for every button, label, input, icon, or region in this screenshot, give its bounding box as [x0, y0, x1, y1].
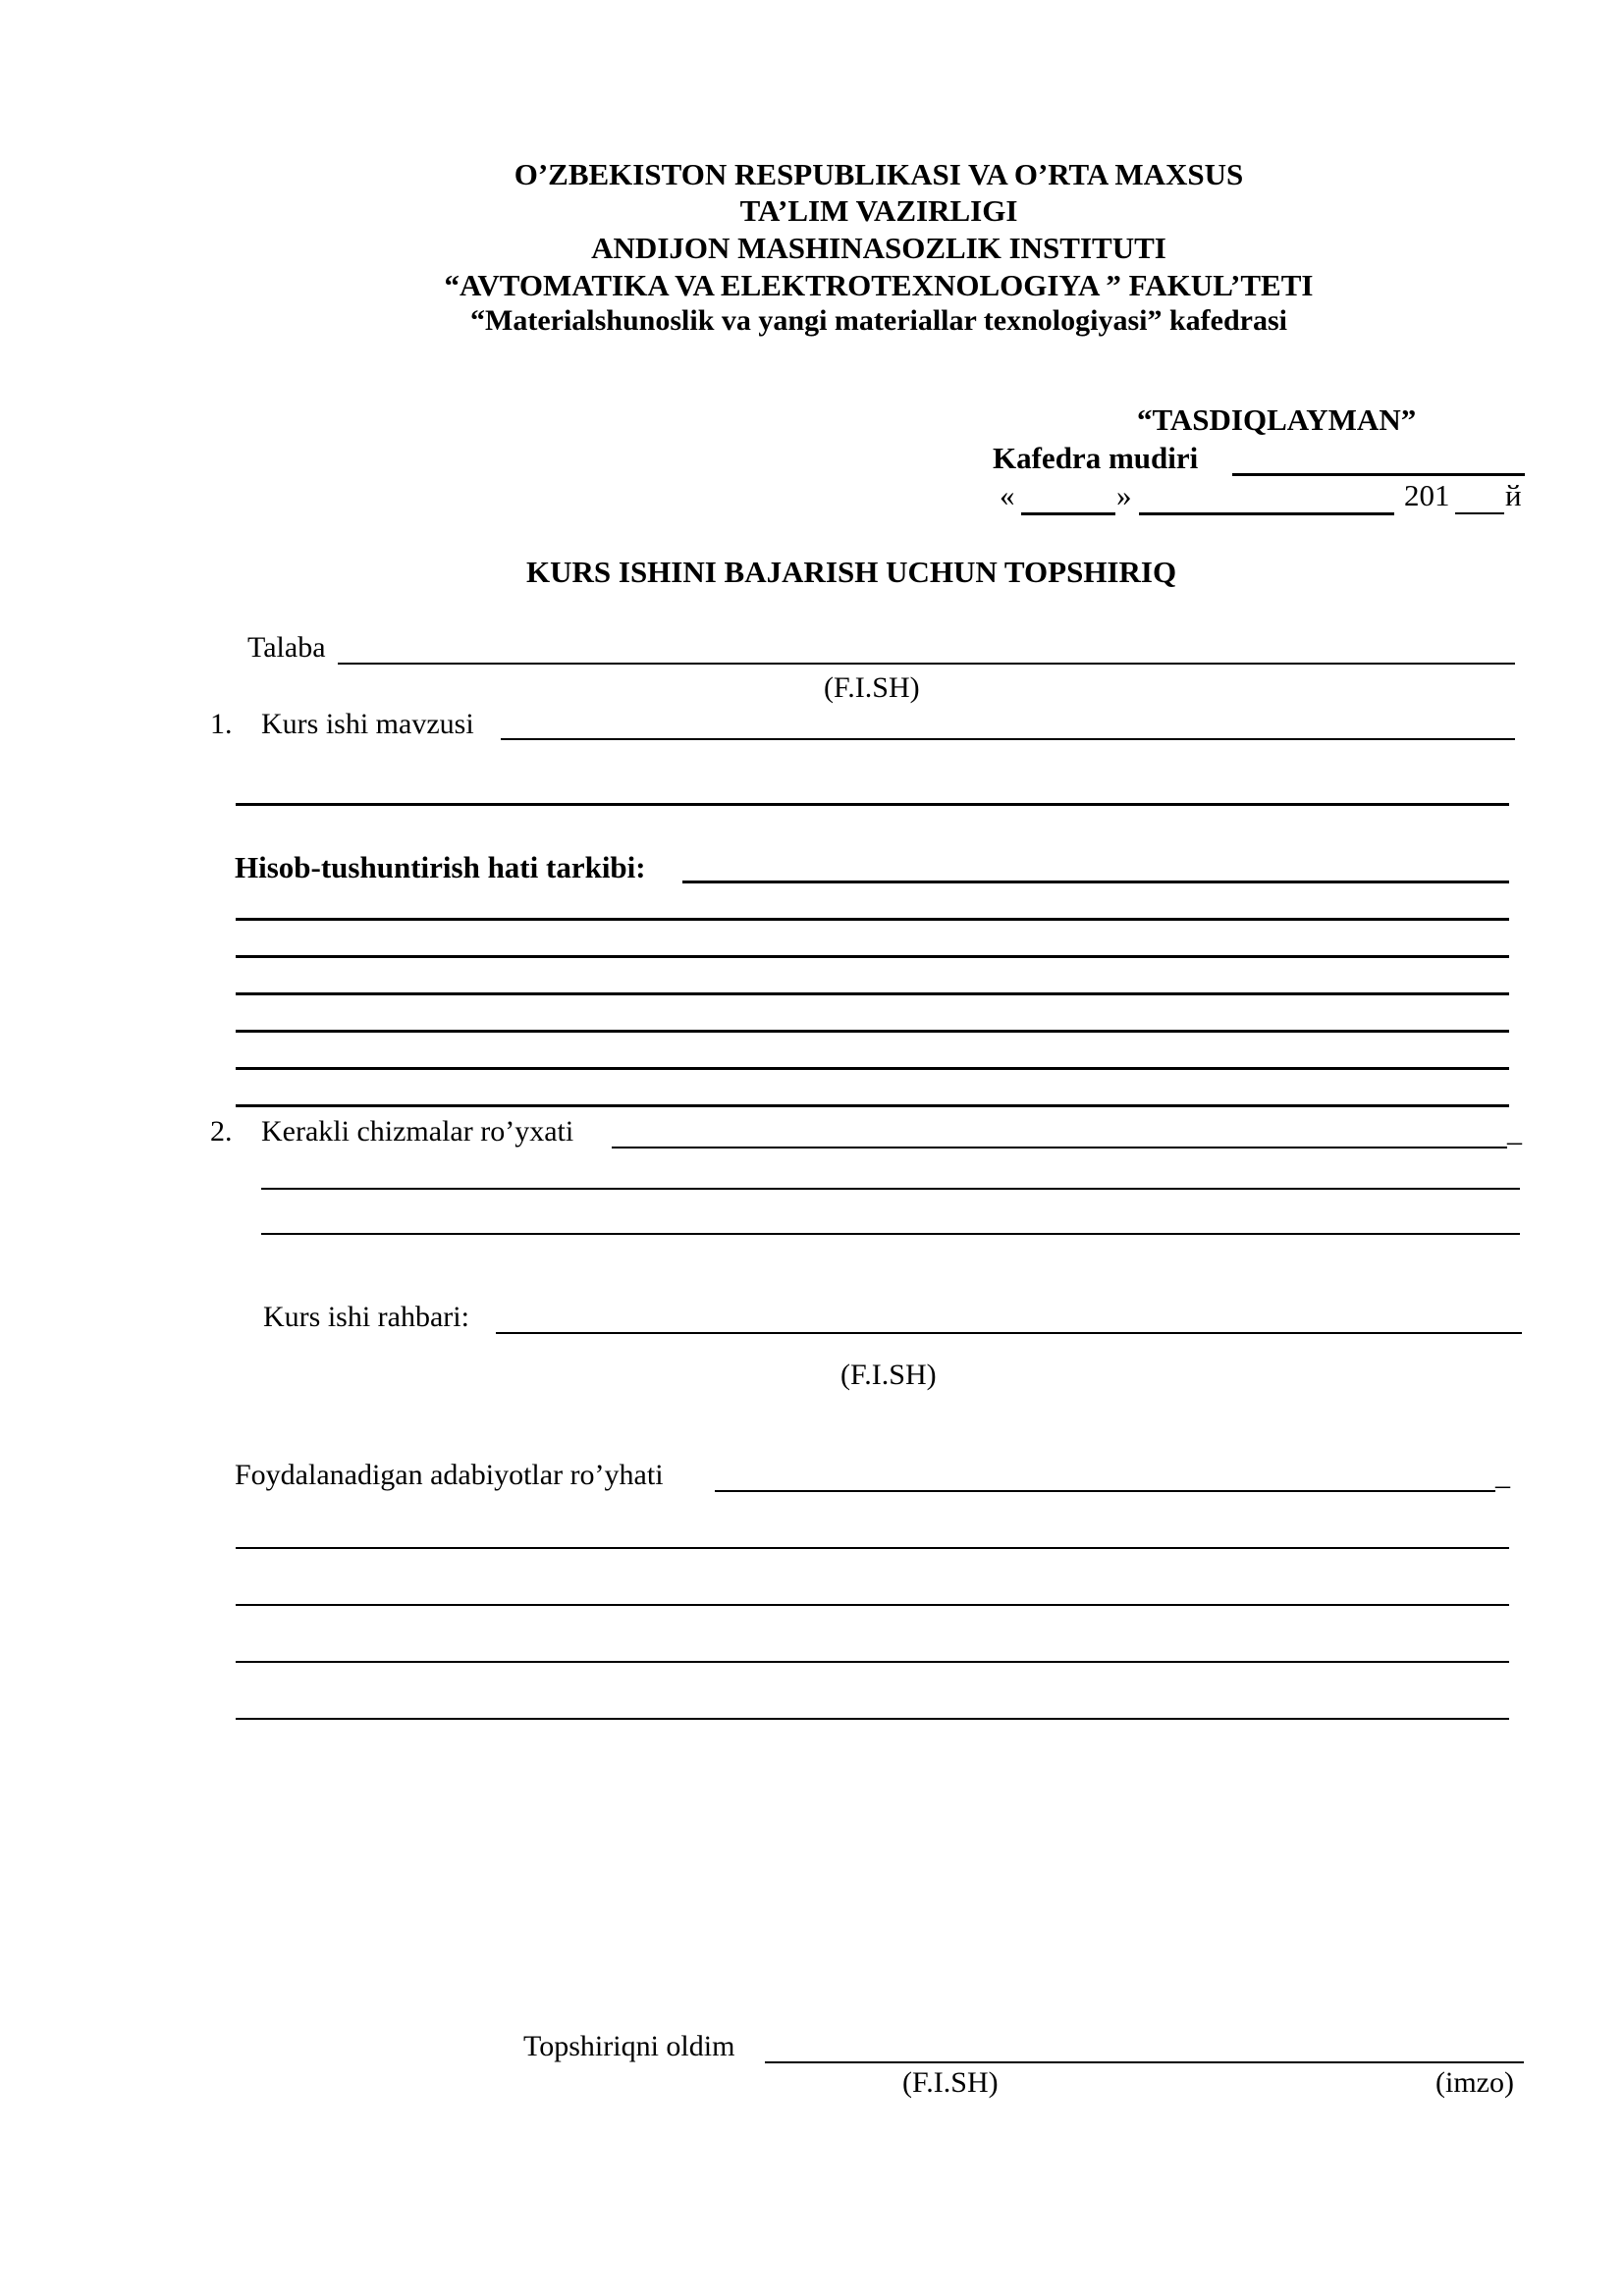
course-topic-line-2[interactable] — [236, 803, 1509, 806]
literature-line-2[interactable] — [236, 1547, 1509, 1549]
head-of-department-label: Kafedra mudiri — [993, 441, 1199, 475]
literature-line-4[interactable] — [236, 1661, 1509, 1663]
student-caption: (F.I.SH) — [824, 671, 920, 704]
document-title: KURS ISHINI BAJARISH UCHUN TOPSHIRIQ — [526, 555, 1177, 589]
date-close-quote: » — [1116, 478, 1132, 512]
drawings-list-trail: _ — [1507, 1115, 1522, 1148]
explanatory-note-line[interactable] — [682, 881, 1509, 883]
head-signature-line[interactable] — [1232, 473, 1525, 476]
explanatory-line-3[interactable] — [236, 955, 1509, 958]
literature-line-3[interactable] — [236, 1604, 1509, 1606]
approval-title: “TASDIQLAYMAN” — [1137, 402, 1417, 437]
year-line[interactable] — [1455, 512, 1504, 514]
item2-number: 2. — [210, 1115, 233, 1148]
header-line-5: “Materialshunoslik va yangi materiallar texnologiyasi” kafedrasi — [470, 304, 1287, 337]
student-label: Talaba — [247, 631, 326, 664]
drawings-list-line-2[interactable] — [261, 1188, 1520, 1190]
date-day-line[interactable] — [1021, 512, 1115, 515]
received-signature-line[interactable] — [765, 2061, 1524, 2063]
course-topic-line[interactable] — [501, 738, 1515, 740]
header-line-4: “AVTOMATIKA VA ELEKTROTEXNOLOGIYA ” FAKUL’TETI — [444, 268, 1314, 302]
item1-number: 1. — [210, 708, 233, 740]
year-prefix: 201 — [1404, 478, 1450, 512]
literature-line[interactable] — [715, 1490, 1495, 1492]
student-name-line[interactable] — [338, 663, 1515, 665]
supervisor-name-line[interactable] — [496, 1332, 1522, 1334]
explanatory-line-6[interactable] — [236, 1067, 1509, 1070]
explanatory-line-2[interactable] — [236, 918, 1509, 921]
literature-label: Foydalanadigan adabiyotlar ro’yhati — [235, 1459, 664, 1491]
header-line-1: O’ZBEKISTON RESPUBLIKASI VA O’RTA MAXSUS — [514, 157, 1244, 191]
received-sign-caption: (imzo) — [1435, 2066, 1514, 2099]
drawings-list-line[interactable] — [612, 1147, 1507, 1148]
explanatory-line-7[interactable] — [236, 1104, 1509, 1107]
received-name-caption: (F.I.SH) — [902, 2066, 999, 2099]
explanatory-note-label: Hisob-tushuntirish hati tarkibi: — [235, 850, 646, 884]
received-label: Topshiriqni oldim — [523, 2030, 735, 2062]
header-line-3: ANDIJON MASHINASOZLIK INSTITUTI — [591, 231, 1166, 265]
date-open-quote: « — [1000, 478, 1015, 512]
date-month-line[interactable] — [1139, 512, 1394, 515]
drawings-list-line-3[interactable] — [261, 1233, 1520, 1235]
literature-trail: _ — [1495, 1459, 1510, 1491]
supervisor-caption: (F.I.SH) — [840, 1359, 937, 1391]
course-topic-label: Kurs ishi mavzusi — [261, 708, 474, 740]
supervisor-label: Kurs ishi rahbari: — [263, 1301, 469, 1333]
header-line-2: TA’LIM VAZIRLIGI — [739, 193, 1018, 228]
explanatory-line-4[interactable] — [236, 992, 1509, 995]
explanatory-line-5[interactable] — [236, 1030, 1509, 1033]
year-suffix: й — [1505, 478, 1522, 512]
drawings-list-label: Kerakli chizmalar ro’yxati — [261, 1115, 574, 1148]
literature-line-5[interactable] — [236, 1718, 1509, 1720]
